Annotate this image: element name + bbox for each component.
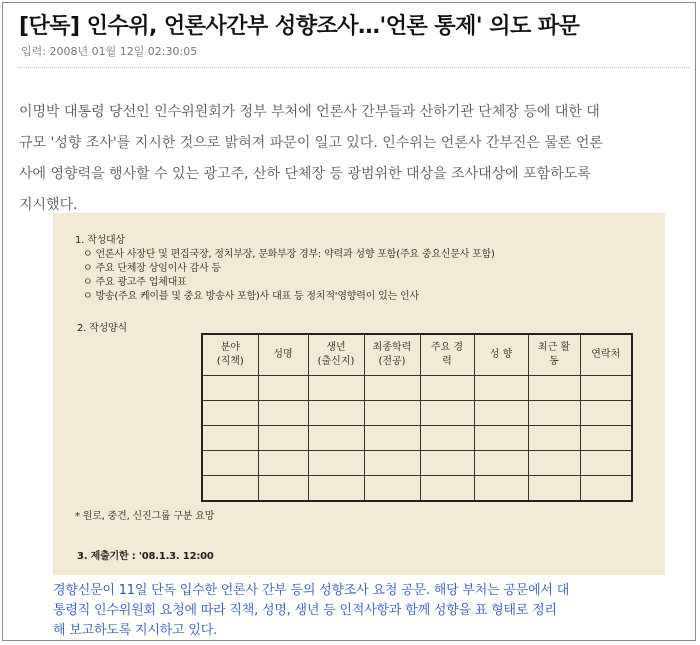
body-line: 규모 '성향 조사'를 지시한 것으로 밝혀져 파문이 일고 있다. 인수위는 언론사 간부진은 물론 언론 — [19, 135, 603, 151]
table-cell — [364, 401, 420, 426]
form-table — [201, 333, 633, 502]
doc-section-2: 2. 작성양식 — [77, 323, 127, 334]
table-cell — [528, 376, 580, 401]
table-cell — [258, 401, 308, 426]
caption-line: 통령직 인수위원회 요청에 따라 직책, 성명, 생년 등 인적사항과 함께 성향을 표 형태로 정리 — [53, 603, 557, 618]
table-row — [202, 401, 632, 426]
article-body — [19, 97, 691, 221]
table-cell — [420, 426, 474, 451]
table-cell — [258, 476, 308, 502]
table-header-cell: 최근 활 동 — [528, 334, 580, 376]
article-dateline: 입력: 2008년 01월 12일 02:30:05 — [21, 45, 198, 58]
table-cell — [308, 451, 364, 476]
body-line: 사에 영향력을 행사할 수 있는 광고주, 산하 단체장 등 광범위한 대상을 조사대상에 포함하도록 — [19, 166, 591, 182]
table-cell — [308, 401, 364, 426]
table-cell — [474, 376, 528, 401]
table-cell — [580, 451, 632, 476]
table-cell — [580, 376, 632, 401]
table-cell — [474, 476, 528, 502]
doc-target-item: ㅇ 방송(주요 케이블 및 중요 방송사 포함)사 대표 등 정치적'영향력이 있는 인사 — [83, 291, 419, 302]
table-header-cell: 주요 경 력 — [420, 334, 474, 376]
table-header-row — [202, 334, 632, 376]
article-headline: [단독] 인수위, 언론사간부 성향조사…'언론 통제' 의도 파문 — [19, 14, 580, 39]
form-table-wrap — [201, 333, 633, 502]
table-cell — [258, 376, 308, 401]
table-cell — [258, 451, 308, 476]
doc-target-item: ㅇ 언론사 사장단 및 편집국장, 정치부장, 문화부장 경부: 약력과 성향 포함(주요 중요신문사 포함) — [83, 249, 495, 260]
table-cell — [528, 451, 580, 476]
doc-target-item: ㅇ 주요 단체장 상임이사 감사 등 — [83, 263, 221, 274]
body-line: 이명박 대통령 당선인 인수위원회가 정부 부처에 언론사 간부들과 산하기관 단체장 등에 대한 대 — [19, 104, 600, 120]
document-image — [53, 213, 665, 575]
table-cell — [474, 451, 528, 476]
table-cell — [202, 376, 258, 401]
table-cell — [308, 476, 364, 502]
table-cell — [202, 401, 258, 426]
table-cell — [202, 476, 258, 502]
body-line: 지시했다. — [19, 197, 78, 213]
table-row — [202, 451, 632, 476]
image-caption — [53, 581, 665, 641]
table-cell — [580, 401, 632, 426]
divider — [19, 67, 689, 68]
table-cell — [308, 426, 364, 451]
table-cell — [364, 476, 420, 502]
table-cell — [202, 426, 258, 451]
table-cell — [364, 451, 420, 476]
doc-section-1: 1. 작성대상 — [75, 235, 125, 246]
table-header-cell: 분야 (직책) — [202, 334, 258, 376]
table-body — [202, 376, 632, 502]
table-cell — [474, 426, 528, 451]
table-cell — [308, 376, 364, 401]
table-cell — [420, 451, 474, 476]
table-row — [202, 476, 632, 502]
table-cell — [528, 426, 580, 451]
table-header-cell: 성 향 — [474, 334, 528, 376]
table-header-cell: 성명 — [258, 334, 308, 376]
table-header-cell: 최종학력 (전공) — [364, 334, 420, 376]
doc-target-item: ㅇ 주요 광고주 업체대표 — [83, 277, 187, 288]
article-frame — [2, 2, 696, 641]
table-cell — [580, 476, 632, 502]
table-row — [202, 426, 632, 451]
table-cell — [420, 376, 474, 401]
table-cell — [420, 476, 474, 502]
table-cell — [258, 426, 308, 451]
caption-line: 해 보고하도록 지시하고 있다. — [53, 623, 218, 638]
doc-note: * 원로, 중견, 신진그룹 구분 요망 — [75, 511, 215, 522]
table-cell — [364, 376, 420, 401]
table-cell — [580, 426, 632, 451]
caption-line: 경향신문이 11일 단독 입수한 언론사 간부 등의 성향조사 요청 공문. 해당 부처는 공문에서 대 — [53, 583, 570, 598]
table-cell — [420, 401, 474, 426]
table-cell — [202, 451, 258, 476]
table-cell — [474, 401, 528, 426]
table-cell — [364, 426, 420, 451]
doc-section-3: 3. 제출기한 : '08.1.3. 12:00 — [77, 551, 214, 562]
table-cell — [528, 476, 580, 502]
table-header-cell: 생년 (출신지) — [308, 334, 364, 376]
table-cell — [528, 401, 580, 426]
table-header-cell: 연락처 — [580, 334, 632, 376]
table-row — [202, 376, 632, 401]
